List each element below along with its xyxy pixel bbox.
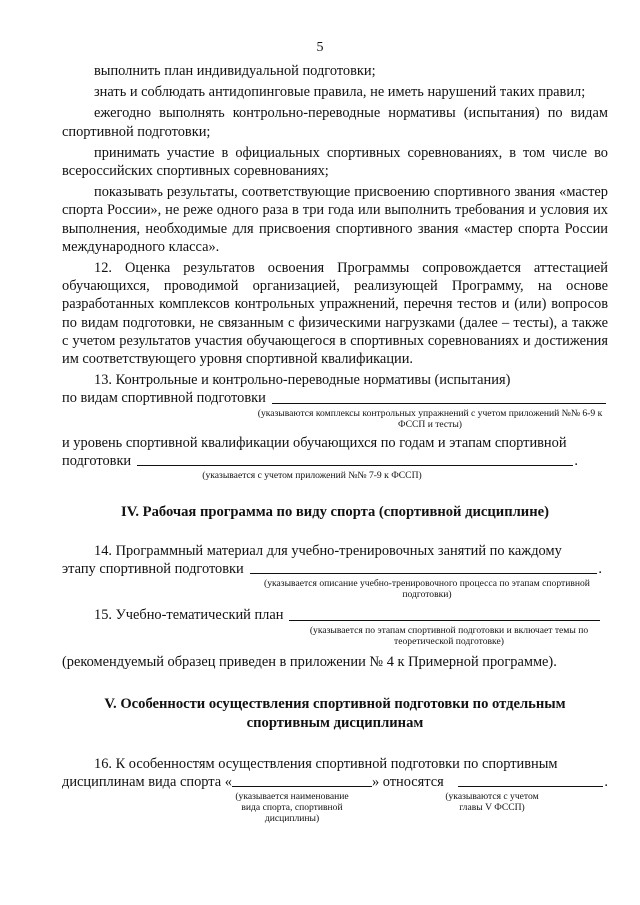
paragraph-13-line1: 13. Контрольные и контрольно-переводные нормативы (испытания) xyxy=(94,372,511,389)
paragraph-16-part-b: » относятся xyxy=(371,774,444,791)
blank-line-16a xyxy=(232,786,372,787)
paragraph-15-line xyxy=(62,606,608,624)
heading-section-v: V. Особенности осуществления спортивной подготовки по отдельным спортивным дисциплинам xyxy=(104,695,566,731)
note-16a: (указывается наименование вида спорта, спортивной дисциплины) xyxy=(235,791,349,825)
blank-line-16b xyxy=(458,786,604,787)
paragraph-16-part-a: дисциплинам вида спорта « xyxy=(62,774,232,791)
paragraph-13-last-label: подготовки xyxy=(62,452,132,469)
blank-line-13a xyxy=(272,403,606,404)
blank-line-15 xyxy=(289,620,600,621)
paragraph-individual-plan: выполнить план индивидуальной подготовки; xyxy=(94,63,376,79)
blank-line-14 xyxy=(250,573,598,574)
paragraph-results: показывать результаты, соответствующие присвоению спортивного звания «мастер спорта России», не реже одного раза в три года или выполнить требования и условия их выполнения, необходимые для присвоения спортивного звания «мастер спорта России международного класса». xyxy=(62,184,608,255)
paragraph-14-line2 xyxy=(62,560,608,578)
note-13b: (указывается с учетом приложений №№ 7-9 к ФССП) xyxy=(202,470,422,482)
paragraph-15-recommend: (рекомендуемый образец приведен в приложении № 4 к Примерной программе). xyxy=(62,653,557,670)
page-number: 5 xyxy=(316,40,324,55)
paragraph-16-end: . xyxy=(604,774,608,791)
paragraph-12: 12. Оценка результатов освоения Программы сопровождается аттестацией обучающихся, проводимой организацией, реализующей Программу, на основе разработанных комплексов контрольных упражнений, перечня тестов и (или) вопросов по видам подготовки, не связанным с физическими нагрузками (далее – тесты), а также с учетом результатов участия обучающегося в спортивных соревнованиях и достижения им соответствующего уровня спортивной квалификации. xyxy=(62,260,608,368)
document-body xyxy=(62,62,608,824)
paragraph-16-line1: 16. К особенностям осуществления спортивной подготовки по спортивным xyxy=(94,755,558,772)
notes-16 xyxy=(62,791,608,824)
paragraph-13-last-end: . xyxy=(574,452,578,469)
paragraph-13-label: по видам спортивной подготовки xyxy=(62,390,266,407)
paragraph-norms: ежегодно выполнять контрольно-переводные нормативы (испытания) по видам спортивной подготовки; xyxy=(62,105,608,140)
paragraph-13-line2 xyxy=(62,389,608,407)
note-14: (указывается описание учебно-тренировочного процесса по этапам спортивной подготовки) xyxy=(264,578,590,601)
note-13a: (указываются комплексы контрольных упражнений с учетом приложений №№ 6-9 к ФССП и тесты) xyxy=(257,407,603,430)
note-16b: (указываются с учетом главы V ФССП) xyxy=(445,791,539,814)
paragraph-16-line2 xyxy=(62,773,608,791)
paragraph-14-end: . xyxy=(598,561,602,578)
paragraph-15-label: 15. Учебно-тематический план xyxy=(94,607,284,624)
paragraph-14-line1: 14. Программный материал для учебно-тренировочных занятий по каждому xyxy=(94,543,562,560)
paragraph-competitions: принимать участие в официальных спортивных соревнованиях, в том числе во всероссийских спортивных соревнованиях; xyxy=(62,144,608,180)
note-15: (указывается по этапам спортивной подготовки и включает темы по теоретической подготовке) xyxy=(309,624,589,647)
paragraph-13-last-line xyxy=(62,452,608,470)
paragraph-13-continuation: и уровень спортивной квалификации обучающихся по годам и этапам спортивной xyxy=(62,434,567,451)
paragraph-antidoping: знать и соблюдать антидопинговые правила, не иметь нарушений таких правил; xyxy=(94,84,586,101)
heading-section-iv: IV. Рабочая программа по виду спорта (спортивной дисциплине) xyxy=(121,504,549,521)
blank-line-13b xyxy=(137,465,573,466)
paragraph-14-label: этапу спортивной подготовки xyxy=(62,561,244,578)
